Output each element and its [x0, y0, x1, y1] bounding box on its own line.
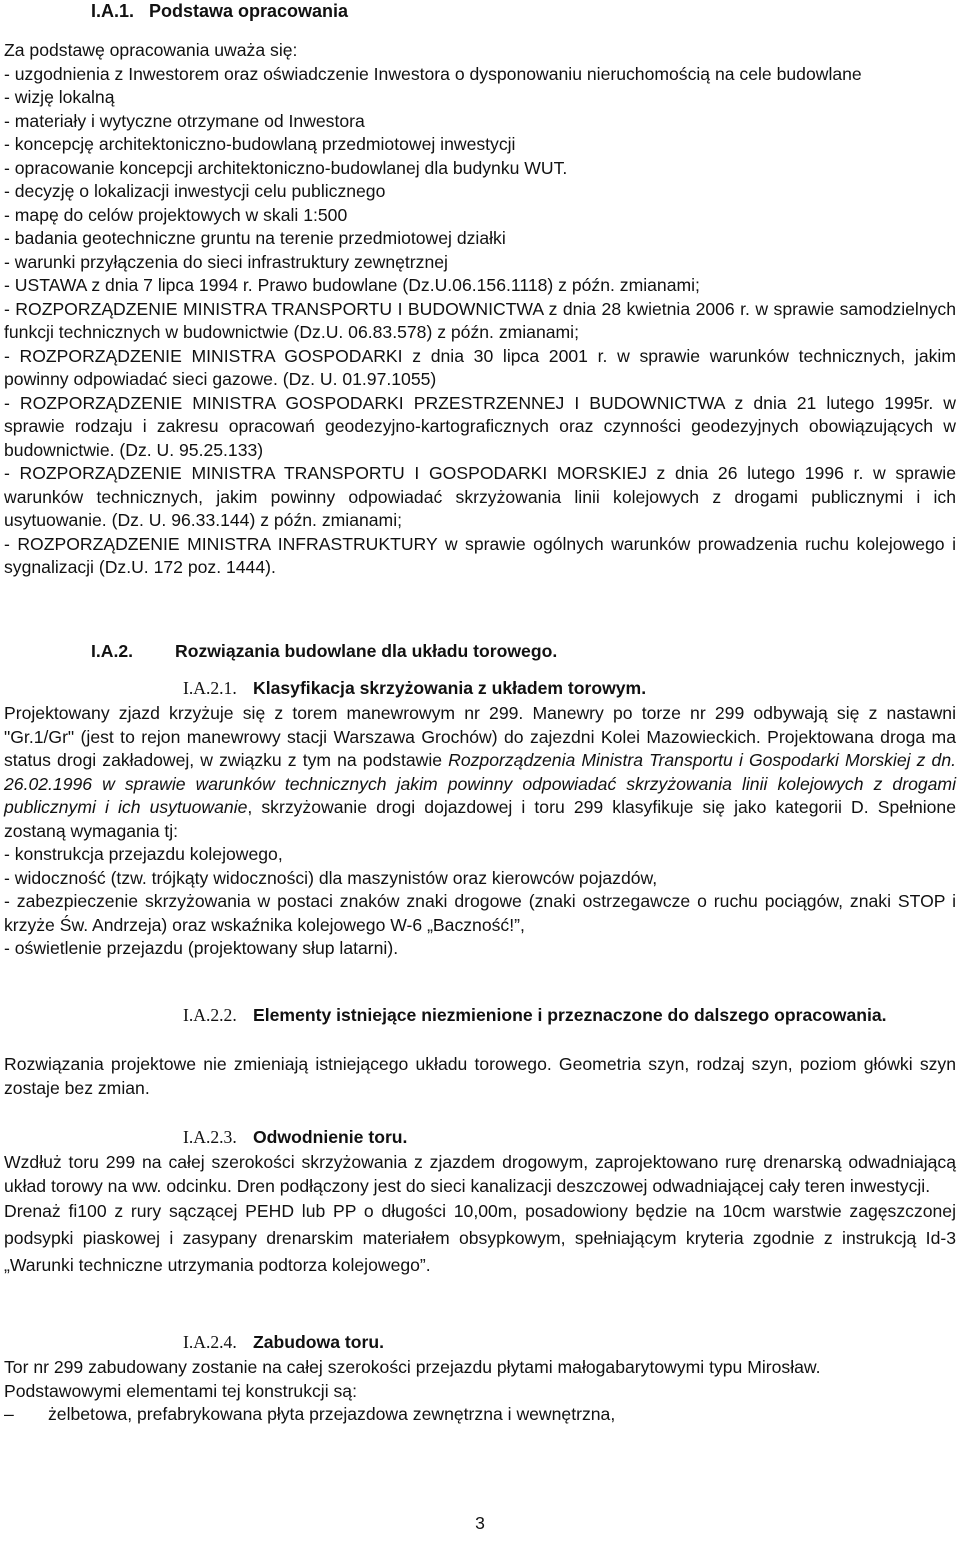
subsection-heading — [183, 1331, 384, 1355]
basis-item: - ROZPORZĄDZENIE MINISTRA TRANSPORTU I GOSPODARKI MORSKIEJ z dnia 26 lutego 1996 r. w sprawie warunków technicznych, jakim powinny odpowiadać skrzyżowania linii kolejowych z drogami publicznymi i ich usytuowanie. (Dz. U. 96.33.144) z późn. zmianami; — [4, 463, 956, 530]
existing-elements-text — [4, 1053, 956, 1100]
drainage-para: Wzdłuż toru 299 na całej szerokości skrzyżowania z zjazdem drogowym, zaprojektowano rurę drenarską odwadniającą układ torowy na ww. odcinku. Dren podłączony jest do sieci kanalizacji deszczowej odwadniającej cały teren inwestycji. — [4, 1152, 956, 1196]
basis-item: - mapę do celów projektowych w skali 1:500 — [4, 204, 348, 225]
track-surface-intro: Podstawowymi elementami tej konstrukcji są: — [4, 1380, 357, 1401]
requirement-item: - konstrukcja przejazdu kolejowego, — [4, 844, 283, 864]
classification-para-end: , skrzyżowanie drogi dojazdowej i toru 299 klasyfikuje się jako kategorii D. Spełnione zostaną wymagania tj: — [4, 797, 957, 841]
subsection-number: I.A.2.2. — [183, 1005, 237, 1025]
subsection-title: Zabudowa toru. — [253, 1332, 384, 1352]
page-number: 3 — [475, 1513, 485, 1533]
basis-item: - badania geotechniczne gruntu na terenie przedmiotowej działki — [4, 228, 506, 248]
section-title: Rozwiązania budowlane dla układu torowego. — [175, 641, 558, 661]
subsection-number: I.A.2.1. — [183, 678, 237, 698]
basis-item: - materiały i wytyczne otrzymane od Inwestora — [4, 110, 365, 131]
section-heading — [91, 0, 348, 24]
basis-list — [4, 39, 956, 580]
classification-text — [4, 702, 956, 961]
basis-item: - USTAWA z dnia 7 lipca 1994 r. Prawo budowlane (Dz.U.06.156.1118) z późn. zmianami; — [4, 275, 700, 295]
requirement-item: - oświetlenie przejazdu (projektowany słup latarni). — [4, 938, 399, 958]
basis-intro: Za podstawę opracowania uważa się: — [4, 40, 298, 60]
subsection-number: I.A.2.4. — [183, 1332, 237, 1352]
subsection-heading — [183, 677, 646, 701]
basis-item: - opracowanie koncepcji architektoniczno-budowlanej dla budynku WUT. — [4, 157, 568, 178]
basis-item: - ROZPORZĄDZENIE MINISTRA TRANSPORTU I BUDOWNICTWA z dnia 28 kwietnia 2006 r. w sprawie samodzielnych funkcji technicznych w budownictwie (Dz.U. 06.83.578) z późn. zmianami; — [4, 298, 956, 342]
subsection-number: I.A.2.3. — [183, 1127, 237, 1147]
section-title: Podstawa opracowania — [149, 1, 349, 21]
subsection-heading — [183, 1004, 946, 1028]
existing-elements-para: Rozwiązania projektowe nie zmieniają istniejącego układu torowego. Geometria szyn, rodzaj szyn, poziom główki szyn zostaje bez zmian. — [4, 1054, 956, 1098]
basis-item: - ROZPORZĄDZENIE MINISTRA INFRASTRUKTURY w sprawie ogólnych warunków prowadzenia ruchu kolejowego i sygnalizacji (Dz.U. 172 poz. 1444). — [4, 533, 956, 577]
subsection-title: Odwodnienie toru. — [253, 1127, 408, 1147]
subsection-title: Elementy istniejące niezmienione i przeznaczone do dalszego opracowania. — [253, 1005, 887, 1025]
basis-item: - ROZPORZĄDZENIE MINISTRA GOSPODARKI z dnia 30 lipca 2001 r. w sprawie warunków technicznych, jakim powinny odpowiadać sieci gazowe. (Dz. U. 01.97.1055) — [4, 345, 956, 389]
section-number: I.A.1. — [91, 1, 135, 21]
requirement-item: - widoczność (tzw. trójkąty widoczności) dla maszynistów oraz kierowców pojazdów, — [4, 867, 658, 888]
dash-bullet: – — [4, 1404, 14, 1424]
drainage-text — [4, 1151, 956, 1279]
section-heading — [91, 640, 557, 664]
list-item-text: żelbetowa, prefabrykowana płyta przejazdowa zewnętrzna i wewnętrzna, — [48, 1404, 616, 1424]
basis-item: - uzgodnienia z Inwestorem oraz oświadczenie Inwestora o dysponowaniu nieruchomością na cele budowlane — [4, 63, 862, 84]
regulation-citation: Rozporządzenia Ministra Transportu i Gospodarki Morskiej z dn. 26.02.1996 w sprawie warunków technicznych jakim powinny odpowiadać skrzyżowania linii kolejowych z drogami publicznymi i ich usytuowanie — [4, 750, 956, 817]
track-surface-para: Tor nr 299 zabudowany zostanie na całej szerokości przejazdu płytami małogabarytowymi typu Mirosław. — [4, 1357, 821, 1377]
classification-para: Projektowany zjazd krzyżuje się z torem manewrowym nr 299. Manewry po torze nr 299 odbywają się z nastawni "Gr.1/Gr" (jest to rejon manewrowy stacji Warszawa Grochów) do zajezdni Kolei Mazowieckich. Projektowana droga ma status drogi zakładowej, w związku z tym na podstawie — [4, 703, 956, 770]
subsection-title: Klasyfikacja skrzyżowania z układem torowym. — [253, 678, 647, 698]
requirement-item: - zabezpieczenie skrzyżowania w postaci znaków znaki drogowe (znaki ostrzegawcze o ruchu pociągów, znaki STOP i krzyże Św. Andrzeja) oraz wskaźnika kolejowego W-6 „Baczność!”, — [4, 891, 956, 935]
section-number: I.A.2. — [91, 641, 134, 661]
track-surface-text — [4, 1356, 956, 1427]
drainage-spec-para: Drenaż fi100 z rury sączącej PEHD lub PP o długości 10,00m, posadowiony będzie na 10cm warstwie zagęszczonej podsypki piaskowej i zasypany drenarskim materiałem obsypkowym, spełniającym kryteria zgodnie z instrukcją Id-3 „Warunki techniczne utrzymania podtorza kolejowego”. — [4, 1201, 956, 1275]
basis-item: - wizję lokalną — [4, 87, 115, 107]
basis-item: - decyzję o lokalizacji inwestycji celu publicznego — [4, 181, 386, 201]
basis-item: - ROZPORZĄDZENIE MINISTRA GOSPODARKI PRZESTRZENNEJ I BUDOWNICTWA z dnia 21 lutego 1995r. w sprawie rodzaju i zakresu opracowań geodezyjno-kartograficznych oraz czynności geodezyjnych obowiązujących w budownictwie. (Dz. U. 95.25.133) — [4, 392, 956, 460]
basis-item: - warunki przyłączenia do sieci infrastruktury zewnętrznej — [4, 251, 448, 272]
list-item — [4, 1403, 956, 1427]
subsection-heading — [183, 1126, 407, 1150]
basis-item: - koncepcję architektoniczno-budowlaną przedmiotowej inwestycji — [4, 134, 516, 154]
